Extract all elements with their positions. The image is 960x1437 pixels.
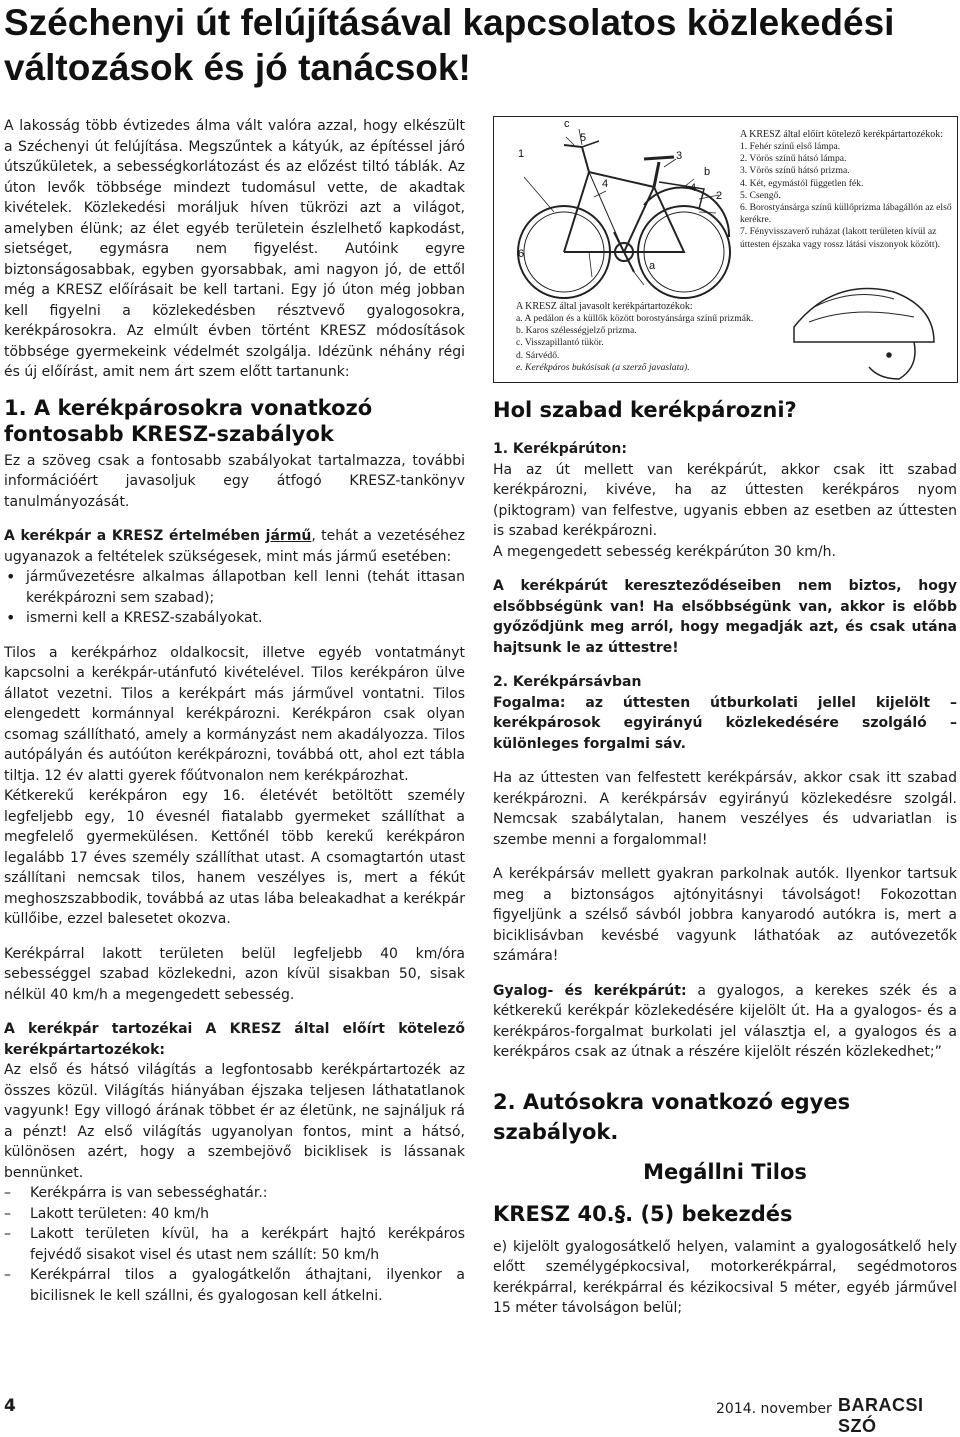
left-column <box>4 116 465 1306</box>
stop-heading: Megállni Tilos <box>643 1159 807 1184</box>
two-wheeler-paragraph: Kétkerekű kerékpáron egy 16. életévét betöltött személy legfeljebb egy, 10 évesnél fiatalabb gyermeket szállíthat a megfelelő gyermekülésen. Kettőnél több kerekű kerékpáron legalább 17 éves személy szállíthat utast. A csomagtartón utast szállítani nemcsak tilos, hanem veszélyes is, mert a fékút meghoszszabbodik, továbbá az utas lába beleakadhat a kerékpár küllőibe, ezzel balesetet okozva. <box>4 788 465 927</box>
vehicle-bullets <box>4 567 465 629</box>
list-item: – Lakott területen: 40 km/h <box>30 1204 465 1225</box>
right-column <box>493 397 957 1319</box>
bikepath-paragraph: Ha az út mellett van kerékpárút, akkor csak itt szabad kerékpározni, kivéve, ha az úttesten kerékpáros nyom (piktogram) van felfestve, ugyanis ebben az esetben az úttesten is szabad kerékpározni. <box>493 461 957 539</box>
shared-path-paragraph <box>493 981 957 1063</box>
optional-item: d. Sárvédő. <box>516 349 560 361</box>
legend-item: 6. Borostyánsárga színű küllőprizma lábagállón az első kerékre. <box>740 202 952 226</box>
legend-item: 1. Fehér színű első lámpa. <box>740 141 841 152</box>
where-heading: Hol szabad kerékpározni? <box>493 398 797 422</box>
figure-label: a <box>649 260 656 272</box>
bikelane-paragraph: Ha az úttesten van felfestett kerékpársáv, akkor csak itt szabad kerékpározni. A kerékpársáv egyirányú közlekedésre szolgál. Nemcsak szabálytalan, hanem veszélyes és udvariatlan is szembe menni a forgalommal! <box>493 770 957 848</box>
bicycle-figure <box>493 116 958 383</box>
list-item: – Kerékpárra is van sebességhatár.: <box>30 1183 465 1204</box>
crossing-warning: A kerékpárút kereszteződéseiben nem biztos, hogy elsőbbségünk van! Ha elsőbbségünk van, akkor is előbb győződjünk meg arról, hogy megadják azt, és csak utána hajtsunk le az úttestre! <box>493 578 957 656</box>
vehicle-word: jármű <box>265 528 312 544</box>
figure-label: 6 <box>518 248 525 260</box>
speed-limit-list <box>4 1183 465 1306</box>
kresz-heading: KRESZ 40.§. (5) bekezdés <box>493 1201 793 1226</box>
bikelane-definition: Fogalma: az úttesten útburkolati jellel kijelölt – kerékpárosok egyirányú közlekedésére szolgáló – különleges forgalmi sáv. <box>493 694 957 752</box>
section2-heading: 2. Autósokra vonatkozó egyes szabályok. <box>493 1089 851 1144</box>
figure-label: 1 <box>518 148 525 160</box>
section1-heading: 1. A kerékpárosokra vonatkozó fontosabb KRESZ-szabályok <box>4 395 373 446</box>
figure-legend <box>740 129 952 251</box>
intro-paragraph: A lakosság több évtizedes álma vált valóra azzal, hogy elkészült a Széchenyi út felújítása. Megszűntek a kátyúk, az építéssel járó útszűkületek, a sebességkorlátozást és az előzést tiltó táblák. Az úton levők többsége mindezt tudomásul vette, de akadtak kivételek. Közlekedési moráljuk híven tükrözi azt a világot, amelyben élünk; az élet egyéb területein észlelhető kapkodást, sietséget, egymásra nem figyelést. Autóink egyre biztonságosabbak, egyben gyorsabbak, ami nagyon jó, de ettől még a KRESZ előírásait be kell tartani. Egy jó úton még jobban kell figyelni a közlekedésben résztvevő gyalogosokra, kerékpárosokra. Az elmúlt évben történt KRESZ módosítások többsége gyermekeink védelmét szolgálja. Idézünk néhány régi és új előírást, amit nem árt szem előtt tartanunk: <box>4 118 465 380</box>
magazine-name: BARACSI SZÓ <box>838 1395 924 1436</box>
legend-item: 7. Fényvisszaverő ruházat (lakott területen kívül az úttesten éjszaka vagy rossz látási viszonyok között). <box>740 226 941 250</box>
optional-item: a. A pedálon és a küllők között borostyánsárga színű prizmák. <box>516 313 754 324</box>
figure-label: b <box>704 166 711 178</box>
list-item: – Lakott területen kívül, ha a kerékpárt hajtó kerékpáros fejvédő sisakot visel és utast nem szállít: 50 km/h <box>30 1224 465 1265</box>
figure-label: c <box>564 118 570 130</box>
optional-item: e. Kerékpáros bukósisak (a szerző javaslata). <box>516 361 690 373</box>
bikelane-heading: 2. Kerékpársávban <box>493 674 642 690</box>
bikepath-speed: A megengedett sebesség kerékpárúton 30 km/h. <box>493 543 836 560</box>
legend-item: 4. Két, egymástól független fék. <box>740 177 864 189</box>
section1-intro: Ez a szöveg csak a fontosabb szabályokat tartalmazza, további információért javasoljuk egy átfogó KRESZ-tankönyv tanulmányozását. <box>4 452 465 510</box>
speed-paragraph: Kerékpárral lakott területen belül legfeljebb 40 km/óra sebességgel szabad közlekedni, azon kívül sisakban 50, sisak nélkül 40 km/h a megengedett sebesség. <box>4 945 465 1003</box>
list-item: • járművezetésre alkalmas állapotban kell lenni (tehát ittasan kerékpározni sem szabad); <box>26 567 465 608</box>
accessories-heading: A kerékpár tartozékai A KRESZ által előírt kötelező kerékpártartozékok: <box>4 1021 465 1058</box>
figure-label: 5 <box>580 132 587 144</box>
page-number: 4 <box>4 1396 16 1416</box>
figure-label: 4 <box>602 178 609 190</box>
optional-item: c. Visszapillantó tükör. <box>516 337 604 349</box>
issue-date: 2014. november <box>716 1401 832 1417</box>
vehicle-paragraph <box>4 526 465 567</box>
figure-optional-list <box>516 301 786 374</box>
prohibitions-paragraph: Tilos a kerékpárhoz oldalkocsit, illetve egyéb vontatmányt kapcsolni a kerékpár-utánfutó kivételével. Tilos kerékpáron ülve állatot vezetni. Tilos a kerékpárt más járművel vontatni. Tilos elengedett kormánnyal kerékpározni. Kerékpáron csak olyan csomag szállítható, amely a kormányzást nem akadályozza. Tilos autópályán és autóúton kerékpározni, továbbá ott, ahol ezt tábla tiltja. 12 év alatti gyerek főútvonalon nem kerékpározhat. <box>4 644 465 784</box>
figure-label: 3 <box>676 150 683 162</box>
kresz-paragraph: e) kijelölt gyalogosátkelő helyen, valamint a gyalogosátkelő hely előtt személygépkocsival, motorkerékpárral, segédmotoros kerékpárral, kerékpárral és kézikocsival 5 méter, egyéb járművel 15 méter távolságon belül; <box>493 1238 957 1316</box>
shared-path-lead: Gyalog- és kerékpárút: <box>493 982 687 999</box>
accessories-paragraph: Az első és hátsó világítás a legfontosabb kerékpártartozék az összes közül. Világítás hiányában éjszaka teljesen láthatatlanok vagyunk! Egy villogó árának többet ér az életünk, ne sajnáljuk rá a pénzt! Az első világítás ugyanolyan fontos, mint a hátsó, különösen azért, hogy a szembejövő biciklisek is lássanak bennünket. <box>4 1062 465 1181</box>
legend-item: 5. Csengő. <box>740 189 781 201</box>
parking-paragraph: A kerékpársáv mellett gyakran parkolnak autók. Ilyenkor tartsuk meg a biztonságos ajtónyitásnyi távolságot! Fokozottan figyeljünk a szélső sávból jobbra kanyarodó autókra is, mert a biciklisávban kevésbé vagyunk láthatóak az autóvezetők számára! <box>493 866 957 964</box>
shared-path-text: a gyalogos, a kerekes szék és a kétkerekű kerékpár közlekedésére kijelölt út. Ha a gyalogos- és a kerékpáros-forgalmat burkolati jel választja el, a gyalogos és a kerékpáros csak az útnak a részére kijelölt részén közlekedhet;” <box>493 982 957 1060</box>
legend-item: 3. Vörös színű hátsó prizma. <box>740 165 850 177</box>
vehicle-text: , tehát a vezetéséhez ugyanazok a feltételek szükségesek, mint más jármű esetében: <box>4 528 465 565</box>
figure-label: 4 <box>690 182 697 194</box>
bikepath-heading: 1. Kerékpárúton: <box>493 441 627 457</box>
list-item: – Kerékpárral tilos a gyalogátkelőn áthajtani, ilyenkor a bicilisnek le kell szállni, és gyalogosan kell átkelni. <box>30 1265 465 1306</box>
figure-label: 2 <box>716 190 723 202</box>
legend-title: A KRESZ által előírt kötelező kerékpártartozékok: <box>740 129 943 140</box>
optional-title: A KRESZ által javasolt kerékpártartozékok: <box>516 301 693 312</box>
page-title: Széchenyi út felújításával kapcsolatos közlekedési változások és jó tanácsok! <box>4 2 895 88</box>
vehicle-lead: A kerékpár a KRESZ értelmében <box>4 528 266 544</box>
list-item: • ismerni kell a KRESZ-szabályokat. <box>26 608 465 629</box>
optional-item: b. Karos szélességjelző prizma. <box>516 325 637 337</box>
legend-item: 2. Vörös színű hátsó lámpa. <box>740 153 847 165</box>
